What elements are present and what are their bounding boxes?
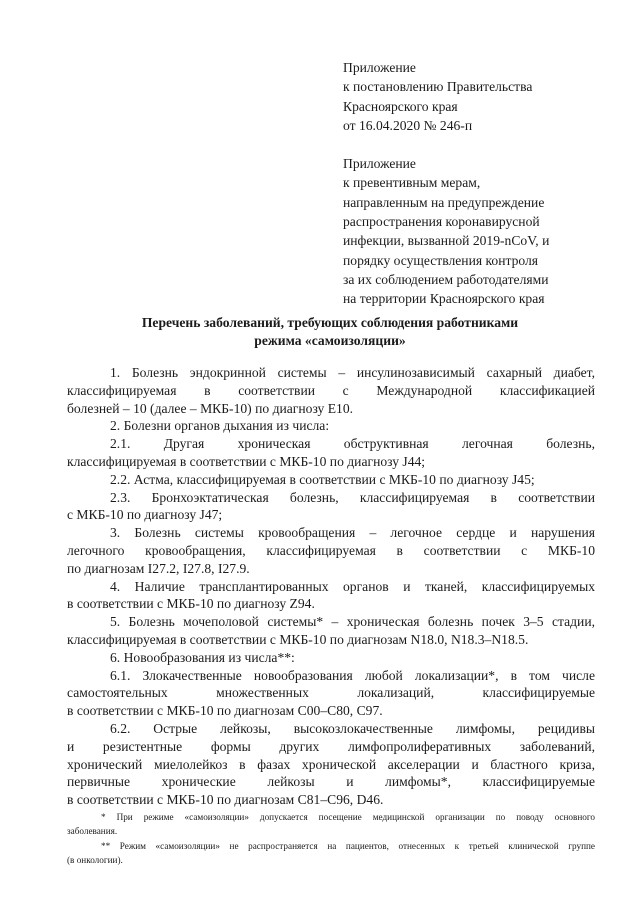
text-line: 4. Наличие трансплантированных органов и тканей, классифицируемых <box>110 578 595 594</box>
text-line: классифицируемая в соответствии с МКБ-10 по диагнозу J44; <box>67 453 426 469</box>
list-item <box>67 720 595 809</box>
text-line: самостоятельных множественных локализаций, классифицируемые <box>67 685 595 701</box>
text-line: 6. Новообразования из числа**: <box>110 649 295 665</box>
text-line: в соответствии с МКБ-10 по диагнозу Z94. <box>67 596 315 612</box>
text-line: 6.1. Злокачественные новообразования любой локализации*, в том числе <box>110 667 595 683</box>
header-line: к превентивным мерам, <box>343 175 481 191</box>
footnote-line: ** Режим «самоизоляции» не распространяется на пациентов, отнесенных к третьей клинической группе <box>101 840 595 851</box>
header-line: Красноярского края <box>343 98 458 114</box>
header-line: Приложение <box>343 156 416 172</box>
header-line: порядку осуществления контроля <box>343 252 539 268</box>
header-line: направленным на предупреждение <box>343 194 545 210</box>
header-line: за их соблюдением работодателями <box>343 271 549 287</box>
text-line: по диагнозам I27.2, I27.8, I27.9. <box>67 560 250 576</box>
text-line: 3. Болезнь системы кровообращения – легочное сердце и нарушения <box>110 525 595 541</box>
list-item <box>67 578 595 614</box>
text-line: хронический миелолейкоз в фазах хронической акселерации и бластного криза, <box>67 756 595 772</box>
text-line: 5. Болезнь мочеполовой системы* – хроническая болезнь почек 3–5 стадии, <box>110 614 595 630</box>
text-line: 2. Болезни органов дыхания из числа: <box>110 418 330 434</box>
list-item <box>67 613 595 649</box>
header-line: от 16.04.2020 № 246-п <box>343 117 473 133</box>
text-line: 1. Болезнь эндокринной системы – инсулинозависимый сахарный диабет, <box>110 365 595 380</box>
text-line: болезней – 10 (далее – МКБ-10) по диагнозу E10. <box>67 400 354 416</box>
title-line: Перечень заболеваний, требующих соблюдения работниками <box>141 315 519 330</box>
text-line: первичные хронические лейкозы и лимфомы*, классифицируемые <box>67 774 595 790</box>
disease-list <box>67 364 595 809</box>
list-item <box>67 489 595 525</box>
document-title <box>60 314 600 349</box>
footnotes <box>67 810 595 868</box>
text-line: в соответствии с МКБ-10 по диагнозам C81–C96, D46. <box>67 792 384 808</box>
text-line: и резистентные формы других лимфопролиферативных заболеваний, <box>67 738 595 754</box>
footnote-line: заболевания. <box>67 826 118 837</box>
list-item <box>67 471 595 489</box>
text-line: 2.1. Другая хроническая обструктивная легочная болезнь, <box>110 436 595 452</box>
list-item <box>67 417 595 435</box>
list-item <box>67 364 595 417</box>
text-line: классифицируемая в соответствии с Международной классификацией <box>67 382 595 398</box>
text-line: в соответствии с МКБ-10 по диагнозам C00–C80, C97. <box>67 703 383 719</box>
list-item <box>67 649 595 667</box>
header-spacer <box>343 135 623 154</box>
text-line: 2.3. Бронхоэктатическая болезнь, классифицируемая в соответствии <box>110 489 595 505</box>
text-line: 6.2. Острые лейкозы, высокозлокачественные лимфомы, рецидивы <box>110 720 595 736</box>
list-item <box>67 524 595 577</box>
text-line: с МКБ-10 по диагнозу J47; <box>67 507 223 523</box>
list-item <box>67 667 595 720</box>
text-line: классифицируемая в соответствии с МКБ-10 по диагнозам N18.0, N18.3–N18.5. <box>67 631 529 647</box>
header-line: Приложение <box>343 60 416 75</box>
text-line: 2.2. Астма, классифицируемая в соответствии с МКБ-10 по диагнозу J45; <box>110 471 535 487</box>
header-line: инфекции, вызванной 2019-nCoV, и <box>343 233 550 249</box>
header-line: распространения коронавирусной <box>343 214 540 230</box>
header-line: к постановлению Правительства <box>343 79 533 95</box>
footnote-line: * При режиме «самоизоляции» допускается посещение медицинской организации по поводу основного <box>101 812 595 822</box>
appendix-header <box>343 58 623 309</box>
title-line: режима «самоизоляции» <box>254 332 406 348</box>
footnote <box>67 810 595 839</box>
footnote-line: (в онкологии). <box>67 855 123 866</box>
text-line: легочного кровообращения, классифицируемая в соответствии с МКБ-10 <box>67 542 595 558</box>
list-item <box>67 435 595 471</box>
footnote <box>67 839 595 868</box>
header-line: на территории Красноярского края <box>343 291 545 307</box>
